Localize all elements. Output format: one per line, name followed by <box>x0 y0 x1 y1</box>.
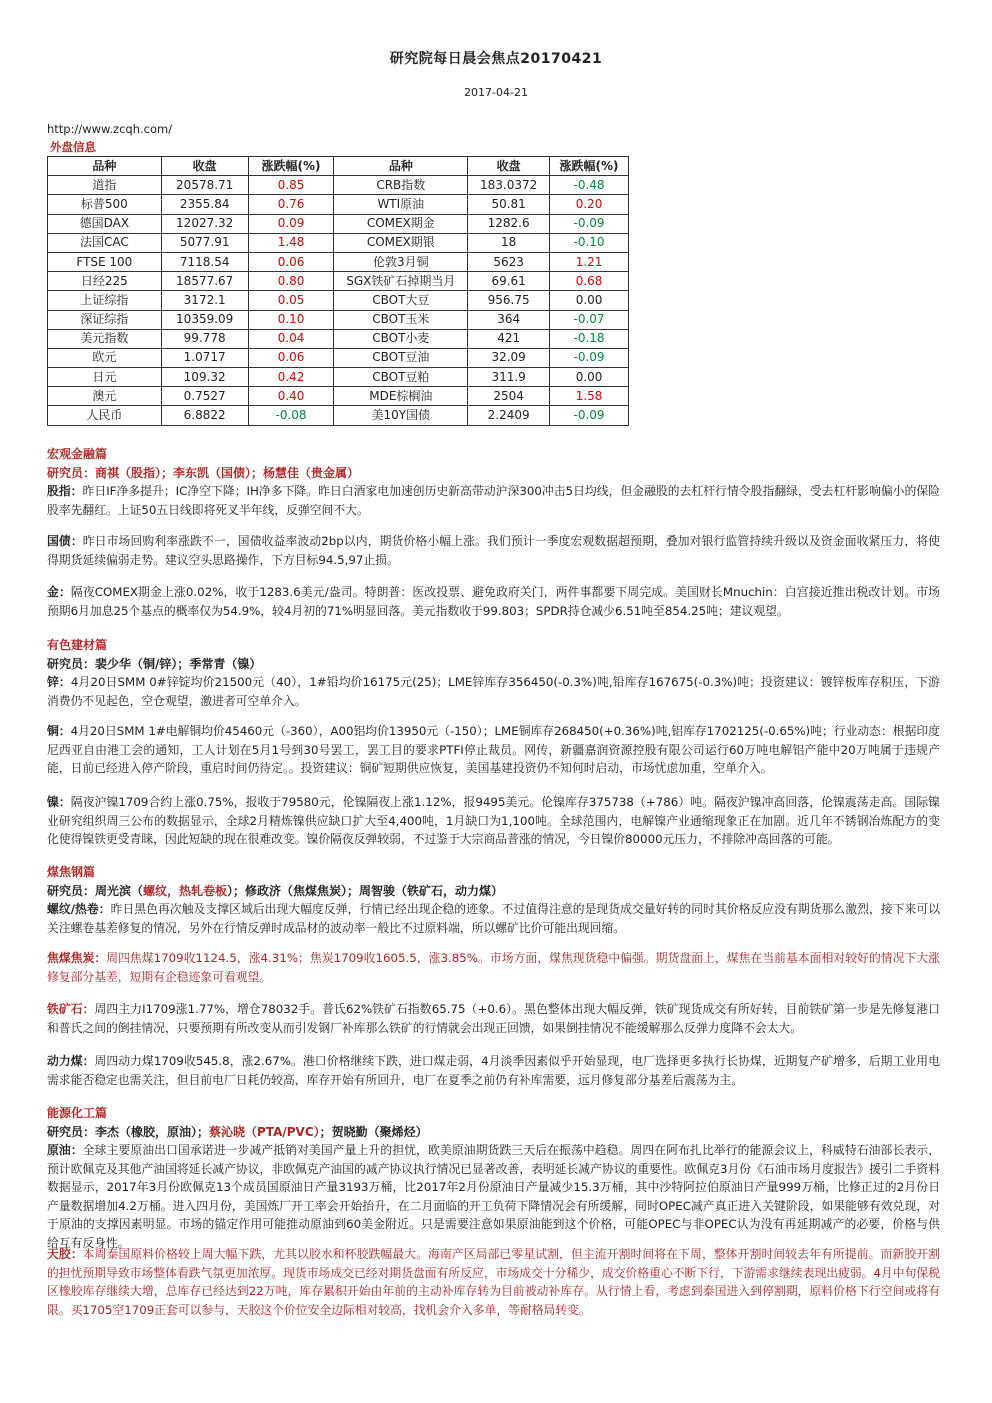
section-title: 煤焦钢篇 <box>47 865 96 879</box>
macro-section <box>47 445 940 519</box>
thermal-coal-paragraph <box>47 1052 940 1089</box>
para-label: 焦煤焦炭： <box>47 951 107 965</box>
para-label: 动力煤： <box>47 1054 95 1068</box>
column-header: 收盘 <box>161 157 248 176</box>
close-value: 956.75 <box>468 291 550 310</box>
change-pct: -0.10 <box>550 233 629 252</box>
change-pct: -0.07 <box>550 310 629 329</box>
section-title: 能源化工篇 <box>47 1106 108 1120</box>
section-title: 有色建材篇 <box>47 638 108 652</box>
change-pct: 0.42 <box>248 368 334 387</box>
change-pct: 0.00 <box>550 368 629 387</box>
instrument-name: WTI原油 <box>334 195 468 214</box>
copper-paragraph <box>47 722 940 778</box>
instrument-name: 人民币 <box>48 406 162 425</box>
close-value: 2504 <box>468 387 550 406</box>
close-value: 5623 <box>468 252 550 271</box>
close-value: 18577.67 <box>161 272 248 291</box>
change-pct: 0.76 <box>248 195 334 214</box>
para-text: 周四主力I1709涨1.77%，增仓78032手。普氏62%铁矿石指数65.75（+0.6）。黑色整体出现大幅反弹，铁矿现货成交有所好转，目前铁矿第一步是先修复港口和普氏之间的倒挂情况，只要预期有所改变从而引发钢厂补库那么铁矿的行情就会出现正回馈，如果倒挂情况不能缓解那么反弹力度降不会太大。 <box>47 1002 940 1035</box>
para-text: 昨日市场回购利率涨跌不一，国债收益率波动2bp以内，期货价格小幅上涨。我们预计一季度宏观数据超预期，叠加对银行监管持续升级以及资金面收紧压力，将使得期货延续偏弱走势。建议空头思路操作，下方目标94.5,97止损。 <box>47 534 940 567</box>
para-label: 铜： <box>47 724 71 738</box>
rubber-block <box>47 1245 940 1319</box>
para-label: 股指： <box>47 484 83 498</box>
section-title: 宏观金融篇 <box>47 447 108 461</box>
market-table-body <box>48 176 629 425</box>
para-label: 原油： <box>47 1143 83 1157</box>
close-value: 18 <box>468 233 550 252</box>
table-row <box>48 272 629 291</box>
instrument-name: 日元 <box>48 368 162 387</box>
table-row <box>48 214 629 233</box>
change-pct: 0.05 <box>248 291 334 310</box>
column-header: 品种 <box>48 157 162 176</box>
instrument-name: 法国CAC <box>48 233 162 252</box>
instrument-name: CRB指数 <box>334 176 468 195</box>
para-label: 国债： <box>47 534 83 548</box>
copper-block <box>47 722 940 778</box>
close-value: 364 <box>468 310 550 329</box>
column-header: 品种 <box>334 157 468 176</box>
table-row <box>48 387 629 406</box>
table-row <box>48 348 629 367</box>
close-value: 50.81 <box>468 195 550 214</box>
market-table <box>47 156 629 426</box>
table-row <box>48 310 629 329</box>
coke-block <box>47 949 940 986</box>
change-pct: 1.58 <box>550 387 629 406</box>
change-pct: 0.06 <box>248 252 334 271</box>
close-value: 1.0717 <box>161 348 248 367</box>
market-table-label: 外盘信息 <box>50 140 96 154</box>
change-pct: -0.48 <box>550 176 629 195</box>
table-row <box>48 195 629 214</box>
change-pct: 1.21 <box>550 252 629 271</box>
ore-block <box>47 1000 940 1037</box>
table-row <box>48 233 629 252</box>
close-value: 0.7527 <box>161 387 248 406</box>
nonferrous-section <box>47 636 940 710</box>
para-label: 螺纹/热卷： <box>47 902 111 916</box>
instrument-name: CBOT玉米 <box>334 310 468 329</box>
para-text: 隔夜沪镍1709合约上涨0.75%，报收于79580元，伦镍隔夜上涨1.12%，报9495美元。伦镍库存375738（+786）吨。隔夜沪镍冲高回落，伦镍震荡走高。国际镍业研究组织周三公布的数据显示，全球2月精炼镍供应缺口扩大至4,400吨，1月缺口为1,100吨。全球范围内，电解镍产业通缩现象正在加剧。近几年不锈钢冶炼配方的变化使得镍铁更受青睐，因此短缺的现在很难改变。镍价隔夜反弹较弱，不过鉴于大宗商品普涨的情况，今日镍价80000元压力，不排除冲高回落的可能。 <box>47 795 940 846</box>
change-pct: 0.10 <box>248 310 334 329</box>
stock-index-paragraph <box>47 482 940 519</box>
bond-paragraph <box>47 532 940 569</box>
instrument-name: CBOT小麦 <box>334 329 468 348</box>
researchers-line: 研究员：周光滨（螺纹，热轧卷板）；修政济（焦煤焦炭）；周智骏（铁矿石，动力煤） <box>47 883 504 898</box>
table-row <box>48 368 629 387</box>
instrument-name: 美元指数 <box>48 329 162 348</box>
iron-ore-paragraph <box>47 1000 940 1037</box>
table-row <box>48 176 629 195</box>
instrument-name: FTSE 100 <box>48 252 162 271</box>
researchers-line: 研究员：裴少华（铜/锌）；季常青（镍） <box>47 656 262 671</box>
researchers-line: 研究员：李杰（橡胶，原油）；蔡沁晓（PTA/PVC）；贺晓勤（聚烯烃） <box>47 1124 428 1139</box>
gold-block <box>47 583 940 620</box>
table-row <box>48 291 629 310</box>
instrument-name: 深证综指 <box>48 310 162 329</box>
website-link[interactable]: http://www.zcqh.com/ <box>47 122 173 136</box>
nickel-paragraph <box>47 793 940 849</box>
instrument-name: 标普500 <box>48 195 162 214</box>
close-value: 32.09 <box>468 348 550 367</box>
instrument-name: 欧元 <box>48 348 162 367</box>
table-row <box>48 252 629 271</box>
close-value: 99.778 <box>161 329 248 348</box>
para-label: 镍： <box>47 795 71 809</box>
change-pct: -0.18 <box>550 329 629 348</box>
rubber-paragraph <box>47 1245 940 1319</box>
thermal-coal-block <box>47 1052 940 1089</box>
close-value: 109.32 <box>161 368 248 387</box>
coal-steel-section <box>47 863 940 937</box>
researchers-line: 研究员：商祺（股指）；李东凯（国债）；杨慧佳（贵金属） <box>47 465 360 480</box>
close-value: 183.0372 <box>468 176 550 195</box>
energy-section <box>47 1104 940 1252</box>
close-value: 10359.09 <box>161 310 248 329</box>
close-value: 3172.1 <box>161 291 248 310</box>
close-value: 421 <box>468 329 550 348</box>
coke-paragraph <box>47 949 940 986</box>
para-label: 天胶： <box>47 1247 83 1261</box>
change-pct: 0.00 <box>550 291 629 310</box>
change-pct: 0.68 <box>550 272 629 291</box>
close-value: 5077.91 <box>161 233 248 252</box>
close-value: 6.8822 <box>161 406 248 425</box>
zinc-paragraph <box>47 673 940 710</box>
para-text: 隔夜COMEX期金上涨0.02%，收于1283.6美元/盎司。特朗普：医改投票、避免政府关门，两件事都要下周完成。美国财长Mnuchin：白宫接近推出税改计划。市场预期6月加息25个基点的概率仅为54.9%，较4月初的71%明显回落。美元指数收于99.803；SPDR持仓减少6.51吨至854.25吨；建议观望。 <box>47 585 940 618</box>
report-date: 2017-04-21 <box>464 86 528 99</box>
para-label: 金： <box>47 585 71 599</box>
bond-block <box>47 532 940 569</box>
instrument-name: COMEX期金 <box>334 214 468 233</box>
close-value: 2355.84 <box>161 195 248 214</box>
para-text: 4月20日SMM 0#锌锭均价21500元（40），1#铅均价16175元(25)；LME锌库存356450(-0.3%)吨,铅库存167675(-0.3%)吨；投资建议：镀锌板库存积压，下游消费仍不见起色，空仓观望，激进者可空单介入。 <box>47 675 940 708</box>
table-row <box>48 406 629 425</box>
close-value: 2.2409 <box>468 406 550 425</box>
rebar-paragraph <box>47 900 940 937</box>
instrument-name: COMEX期银 <box>334 233 468 252</box>
change-pct: 0.80 <box>248 272 334 291</box>
instrument-name: 美10Y国债 <box>334 406 468 425</box>
close-value: 1282.6 <box>468 214 550 233</box>
instrument-name: CBOT豆粕 <box>334 368 468 387</box>
change-pct: -0.08 <box>248 406 334 425</box>
change-pct: 0.09 <box>248 214 334 233</box>
instrument-name: 伦敦3月铜 <box>334 252 468 271</box>
change-pct: 0.85 <box>248 176 334 195</box>
instrument-name: 澳元 <box>48 387 162 406</box>
instrument-name: CBOT豆油 <box>334 348 468 367</box>
close-value: 7118.54 <box>161 252 248 271</box>
para-text: 周四动力煤1709收545.8，涨2.67%。港口价格继续下跌，进口煤走弱，4月淡季因素似乎开始显现，电厂选择更多执行长协煤，近期复产矿增多，后期工业用电需求能否稳定也需关注，但目前电厂日耗仍较高，库存开始有所回升，电厂在夏季之前仍有补库需要，远月修复部分基差后震荡为主。 <box>47 1054 940 1087</box>
para-text: 昨日IF净多提升；IC净空下降；IH净多下降。昨日白酒家电加速创历史新高带动沪深300冲击5日均线，但金融股的去杠杆行情令股指翻绿，受去杠杆影响偏小的保险股率先翻红。上证50五日线即将死叉半年线，反弹空间不大。 <box>47 484 940 517</box>
para-text: 全球主要原油出口国承诺进一步减产抵销对美国产量上升的担忧，欧美原油期货跌三天后在振荡中趋稳。周四在阿布扎比举行的能源会议上，科威特石油部长表示，预计欧佩克及其他产油国将延长减产协议，非欧佩克产油国的减产协议执行情况已显著改善，表明延长减产协议的重要性。欧佩克3月份《石油市场月度报告》援引二手资料数据显示，2017年3月份欧佩克13个成员国原油日产量3193万桶，比2017年2月份原油日产量减少15.3万桶，其中沙特阿拉伯原油日产量999万桶，比修正过的2月份日产量数据增加4.2万桶。进入四月份，美国炼厂开工率会开始抬升，在二月面临的开工负荷下降情况会有所缓解，同时OPEC减产真正进入关键阶段，如果能够有效兑现，对于原油的支撑因素明显。市场的锚定作用可能推动原油到60美金附近。只是需要注意如果原油能到这个价格，可能OPEC与非OPEC认为没有再延期减产的必要，价格与供给互有反身性。 <box>47 1143 940 1250</box>
instrument-name: CBOT大豆 <box>334 291 468 310</box>
close-value: 311.9 <box>468 368 550 387</box>
column-header: 收盘 <box>468 157 550 176</box>
column-header: 涨跌幅(%) <box>248 157 334 176</box>
change-pct: 1.48 <box>248 233 334 252</box>
change-pct: -0.09 <box>550 348 629 367</box>
change-pct: 0.04 <box>248 329 334 348</box>
instrument-name: 日经225 <box>48 272 162 291</box>
change-pct: -0.09 <box>550 406 629 425</box>
para-text: 本周泰国原料价格较上周大幅下跌，尤其以胶水和杯胶跌幅最大。海南产区局部已零星试割，但主流开割时间将在下周，整体开割时间较去年有所提前。而新胶开割的担忧预期导致市场整体看跌气氛更加浓厚。现货市场成交已经对期货盘面有所反应，市场成交十分稀少，成交价格重心不断下行，下游需求继续表现出疲弱。4月中旬保税区橡胶库存继续大增，总库存已经达到22万吨，库存累积开始由年前的主动补库存转为目前被动补库存。从行情上看，考虑到泰国进入到停割期，原料价格下行空间或将有限。买1705空1709正套可以参与，天胶这个价位安全边际相对较高，找机会介入多单，等耐格局转变。 <box>47 1247 940 1317</box>
nickel-block <box>47 793 940 849</box>
para-text: 周四焦煤1709收1124.5，涨4.31%；焦炭1709收1605.5，涨3.85%。市场方面，煤焦现货稳中偏强。期货盘面上，煤焦在当前基本面相对较好的情况下大涨修复部分基差，短期有企稳迹象可看观望。 <box>47 951 940 984</box>
instrument-name: 上证综指 <box>48 291 162 310</box>
close-value: 69.61 <box>468 272 550 291</box>
change-pct: -0.09 <box>550 214 629 233</box>
table-header-row <box>48 157 629 176</box>
report-title: 研究院每日晨会焦点20170421 <box>389 51 603 67</box>
para-label: 锌： <box>47 675 71 689</box>
crude-oil-paragraph <box>47 1141 940 1252</box>
change-pct: 0.40 <box>248 387 334 406</box>
instrument-name: MDE棕榈油 <box>334 387 468 406</box>
para-text: 4月20日SMM 1#电解铜均价45460元（-360），A00铝均价13950元（-150）；LME铜库存268450(+0.36%)吨,铝库存1702125(-0.65%)吨；行业动态：根据印度尼西亚自由港工会的通知，工人计划在5月1号到30号罢工，罢工目的要求PTFI停止裁员。网传，新疆嘉润资源控股有限公司运行60万吨电解铝产能中20万吨属于违规产能，日前已经进入停产阶段，重启时间仍待定。。投资建议：铜矿短期供应恢复，美国基建投资仍不知何时启动，市场忧虑加重，空单介入。 <box>47 724 940 775</box>
close-value: 12027.32 <box>161 214 248 233</box>
table-row <box>48 329 629 348</box>
change-pct: 0.06 <box>248 348 334 367</box>
instrument-name: SGX铁矿石掉期当月 <box>334 272 468 291</box>
column-header: 涨跌幅(%) <box>550 157 629 176</box>
instrument-name: 道指 <box>48 176 162 195</box>
para-text: 昨日黑色再次触及支撑区域后出现大幅度反弹，行情已经出现企稳的迹象。不过值得注意的是现货成交量好转的同时其价格反应没有期货那么激烈，接下来可以关注螺卷基差修复的情况，另外在行情反弹时成品材的波动率一般比不过原料端，所以螺矿比价可能出现回缩。 <box>47 902 940 935</box>
instrument-name: 德国DAX <box>48 214 162 233</box>
close-value: 20578.71 <box>161 176 248 195</box>
gold-paragraph <box>47 583 940 620</box>
para-label: 铁矿石： <box>47 1002 95 1016</box>
change-pct: 0.20 <box>550 195 629 214</box>
